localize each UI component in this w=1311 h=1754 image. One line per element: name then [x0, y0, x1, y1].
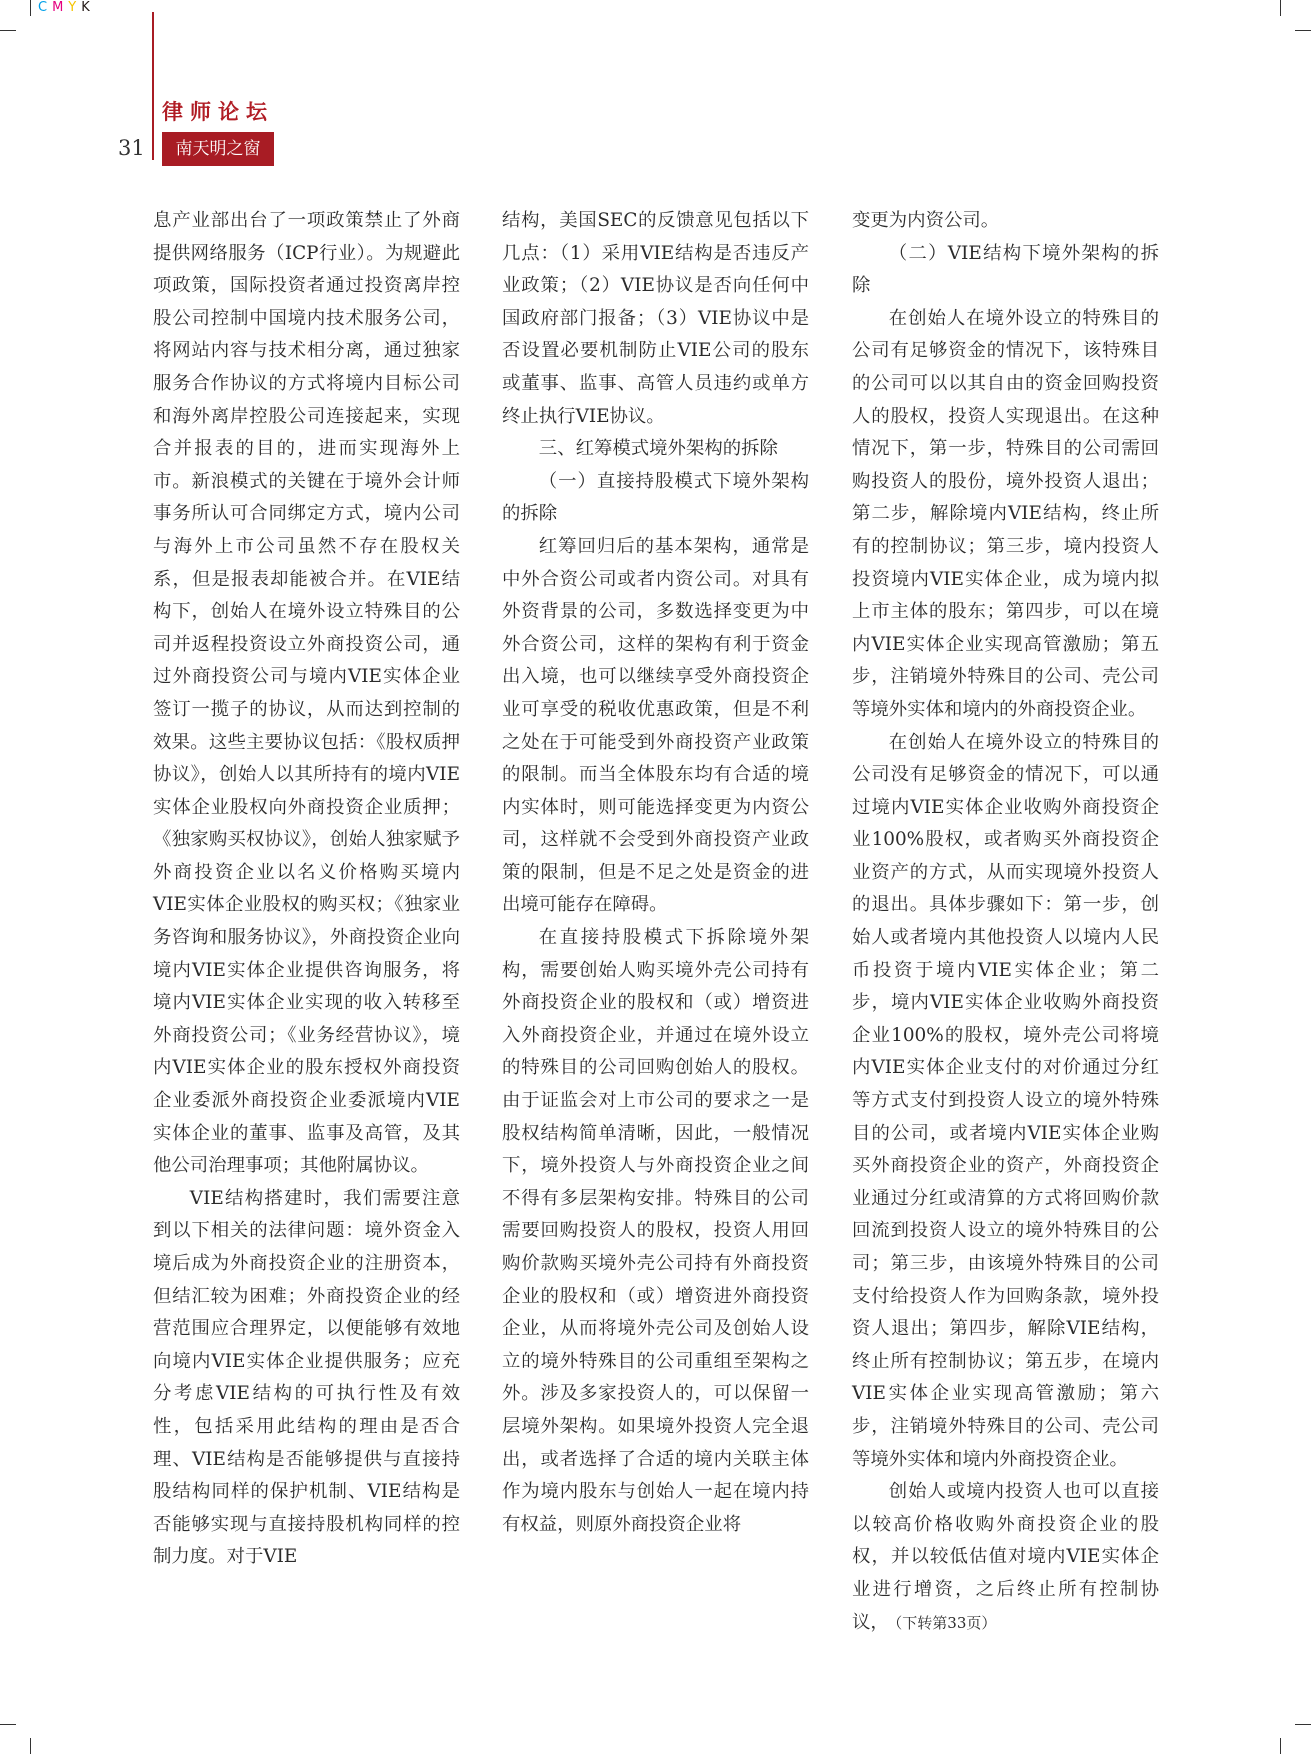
text-column-2 — [502, 205, 809, 1541]
subsection-heading: （一）直接持股模式下境外架构的拆除 — [502, 470, 809, 525]
paragraph: 在创始人在境外设立的特殊目的公司没有足够资金的情况下，可以通过境内VIE实体企业收购外商投资企业100%股权，或者购买外商投资企业资产的方式，从而实现境外投资人的退出。具体步骤如下：第一步，创始人或者境内其他投资人以境内人民币投资于境内VIE实体企业；第二步，境内VIE实体企业收购外商投资企业100%的股权，境外壳公司将境内VIE实体企业支付的对价通过分红等方式支付到投资人设立的境外特殊目的公司，或者境内VIE实体企业购买外商投资企业的资产，外商投资企业通过分红或清算的方式将回购价款回流到投资人设立的境外特殊目的公司；第三步，由该境外特殊目的公司支付给投资人作为回购条款，境外投资人退出；第四步，解除VIE结构，终止所有控制协议；第五步，在境内VIE实体企业实现高管激励；第六步，注销境外特殊目的公司、壳公司等境外实体和境内外商投资企业。 — [852, 731, 1159, 1470]
paragraph: VIE结构搭建时，我们需要注意到以下相关的法律问题：境外资金入境后成为外商投资企业的注册资本，但结汇较为困难；外商投资企业的经营范围应合理界定，以便能够有效地向境内VIE实体企业提供服务；应充分考虑VIE结构的可执行性及有效性，包括采用此结构的理由是否合理、VIE结构是否能够提供与直接持股结构同样的保护机制、VIE结构是否能够实现与直接持股机构同样的控制力度。对于VIE — [153, 1187, 460, 1568]
paragraph: 在直接持股模式下拆除境外架构，需要创始人购买境外壳公司持有外商投资企业的股权和（或）增资进入外商投资企业，并通过在境外设立的特殊目的公司回购创始人的股权。由于证监会对上市公司的要求之一是股权结构简单清晰，因此，一般情况下，境外投资人与外商投资企业之间不得有多层架构安排。特殊目的公司需要回购投资人的股权，投资人用回购价款购买境外壳公司持有外商投资企业的股权和（或）增资进外商投资企业，从而将境外壳公司及创始人设立的境外特殊目的公司重组至架构之外。涉及多家投资人的，可以保留一层境外架构。如果境外投资人完全退出，或者选择了合适的境内关联主体作为境内股东与创始人一起在境内持有权益，则原外商投资企业将 — [502, 927, 809, 1535]
cmyk-y: Y — [68, 0, 82, 15]
column-name-badge: 南天明之窗 — [162, 132, 274, 166]
section-title: 律师论坛 — [162, 100, 274, 124]
crop-mark — [1280, 1738, 1281, 1754]
paragraph: 红筹回归后的基本架构，通常是中外合资公司或者内资公司。对具有外资背景的公司，多数选择变更为中外合资公司，这样的架构有利于资金出入境，也可以继续享受外商投资企业可享受的税收优惠政策，但是不利之处在于可能受到外商投资产业政策的限制。而当全体股东均有合适的境内实体时，则可能选择变更为内资公司，这样就不会受到外商投资产业政策的限制，但是不足之处是资金的进出境可能存在障碍。 — [502, 535, 809, 916]
crop-mark — [1280, 0, 1281, 16]
crop-mark — [30, 1738, 31, 1754]
cmyk-c: C — [38, 0, 53, 15]
paragraph-text: 创始人或境内投资人也可以直接以较高价格收购外商投资企业的股权，并以较低估值对境内VIE实体企业进行增资，之后终止所有控制协议， — [852, 1481, 1159, 1633]
continued-note: （下转第33页） — [894, 1613, 997, 1632]
crop-mark — [30, 0, 31, 16]
crop-mark — [0, 1724, 16, 1725]
crop-mark — [1295, 1724, 1311, 1725]
text-column-3 — [852, 205, 1159, 1639]
text-column-1 — [153, 205, 460, 1574]
paragraph: 变更为内资公司。 — [852, 210, 1000, 231]
crop-mark — [1295, 30, 1311, 31]
crop-mark — [0, 30, 16, 31]
cmyk-m: M — [52, 0, 69, 15]
color-registration-marks — [38, 0, 95, 15]
section-heading: 三、红筹模式境外架构的拆除 — [538, 438, 778, 460]
subsection-heading: （二）VIE结构下境外架构的拆除 — [852, 242, 1159, 297]
paragraph: 结构，美国SEC的反馈意见包括以下几点：（1）采用VIE结构是否违反产业政策；（2）VIE协议是否向任何中国政府部门报备；（3）VIE协议中是否设置必要机制防止VIE公司的股东或董事、监事、高管人员违约或单方终止执行VIE协议。 — [502, 210, 809, 427]
paragraph — [852, 1476, 1159, 1639]
cmyk-k: K — [81, 0, 95, 15]
paragraph: 息产业部出台了一项政策禁止了外商提供网络服务（ICP行业）。为规避此项政策，国际投资者通过投资离岸控股公司控制中国境内技术服务公司，将网站内容与技术相分离，通过独家服务合作协议的方式将境内目标公司和海外离岸控股公司连接起来，实现合并报表的目的，进而实现海外上市。新浪模式的关键在于境外会计师事务所认可合同绑定方式，境内公司与海外上市公司虽然不存在股权关系，但是报表却能被合并。在VIE结构下，创始人在境外设立特殊目的公司并返程投资设立外商投资公司，通过外商投资公司与境内VIE实体企业签订一揽子的协议，从而达到控制的效果。这些主要协议包括：《股权质押协议》，创始人以其所持有的境内VIE实体企业股权向外商投资企业质押；《独家购买权协议》，创始人独家赋予外商投资企业以名义价格购买境内VIE实体企业股权的购买权；《独家业务咨询和服务协议》，外商投资企业向境内VIE实体企业提供咨询服务，将境内VIE实体企业实现的收入转移至外商投资公司；《业务经营协议》，境内VIE实体企业的股东授权外商投资企业委派外商投资企业委派境内VIE实体企业的董事、监事及高管，及其他公司治理事项；其他附属协议。 — [153, 210, 460, 1177]
page-number: 31 — [118, 136, 145, 160]
paragraph: 在创始人在境外设立的特殊目的公司有足够资金的情况下，该特殊目的公司可以以其自由的资金回购投资人的股权，投资人实现退出。在这种情况下，第一步，特殊目的公司需回购投资人的股份，境外投资人退出；第二步，解除境内VIE结构，终止所有的控制协议；第三步，境内投资人投资境内VIE实体企业，成为境内拟上市主体的股东；第四步，可以在境内VIE实体企业实现高管激励；第五步，注销境外特殊目的公司、壳公司等境外实体和境内的外商投资企业。 — [852, 307, 1159, 720]
header-rule — [152, 12, 154, 160]
